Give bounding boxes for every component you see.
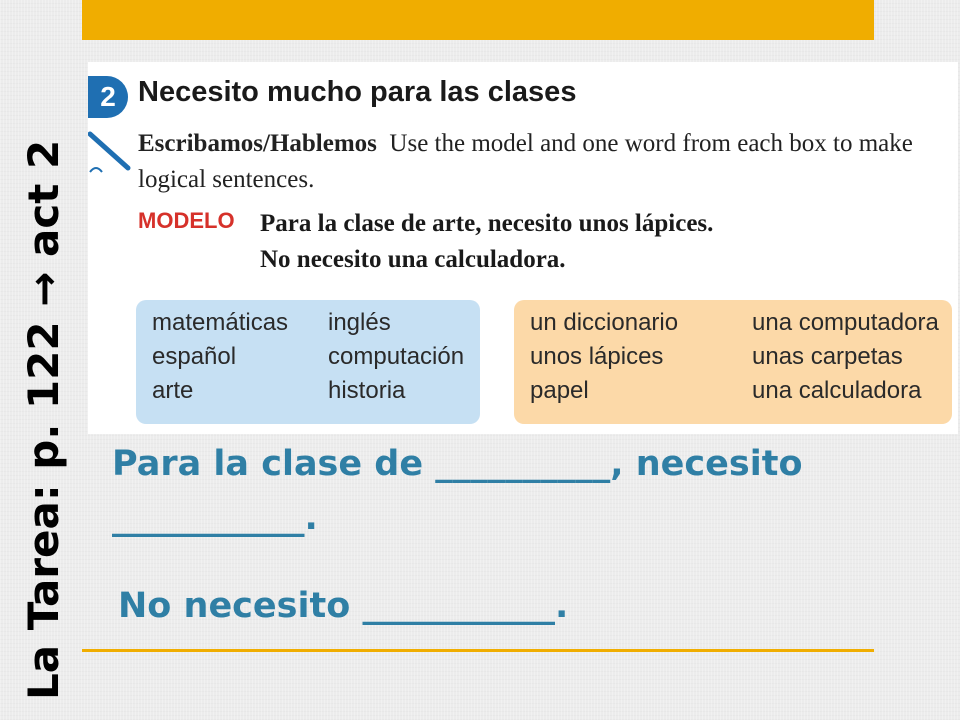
top-accent-bar bbox=[82, 0, 874, 40]
supplies-word-box bbox=[514, 300, 952, 424]
homework-title bbox=[14, 20, 74, 700]
subject-word: arte bbox=[152, 377, 194, 404]
supply-word: una calculadora bbox=[752, 377, 922, 404]
right-arrow-icon: → bbox=[19, 271, 68, 307]
homework-title-text-start: La Tarea: p. 122 bbox=[19, 306, 68, 700]
subject-word: matemáticas bbox=[152, 309, 289, 336]
exercise-instructions bbox=[138, 126, 950, 198]
instructions-text: Use the model and one word from each box to make logical sentences. bbox=[138, 130, 913, 193]
subject-word: computación bbox=[328, 343, 465, 370]
subject-word: historia bbox=[328, 377, 406, 404]
supply-word: unos lápices bbox=[530, 343, 664, 370]
subject-word: español bbox=[152, 343, 237, 370]
exercise-number-badge: 2 bbox=[88, 76, 128, 118]
answer-prompt-line-2: ___________. bbox=[112, 498, 318, 538]
modelo-label: MODELO bbox=[138, 208, 235, 233]
supply-word: una computadora bbox=[752, 309, 939, 336]
supply-word: unas carpetas bbox=[752, 343, 903, 370]
modelo-line: No necesito una calculadora. bbox=[260, 246, 566, 273]
exercise-title: Necesito mucho para las clases bbox=[138, 76, 577, 108]
textbook-excerpt bbox=[88, 62, 958, 434]
instructions-heading: Escribamos/Hablemos bbox=[138, 130, 377, 157]
answer-prompt-line-3: No necesito ___________. bbox=[118, 586, 569, 626]
pencil-icon bbox=[88, 128, 132, 178]
bottom-accent-rule bbox=[82, 649, 874, 652]
modelo-line: Para la clase de arte, necesito unos lápices. bbox=[260, 210, 714, 237]
homework-title-text-end: act 2 bbox=[19, 139, 68, 272]
answer-prompt-line-1: Para la clase de __________, necesito bbox=[112, 444, 803, 484]
supply-word: papel bbox=[530, 377, 589, 404]
modelo-example bbox=[260, 206, 713, 278]
subjects-word-box bbox=[136, 300, 480, 424]
subject-word: inglés bbox=[328, 309, 391, 336]
supply-word: un diccionario bbox=[530, 309, 679, 336]
